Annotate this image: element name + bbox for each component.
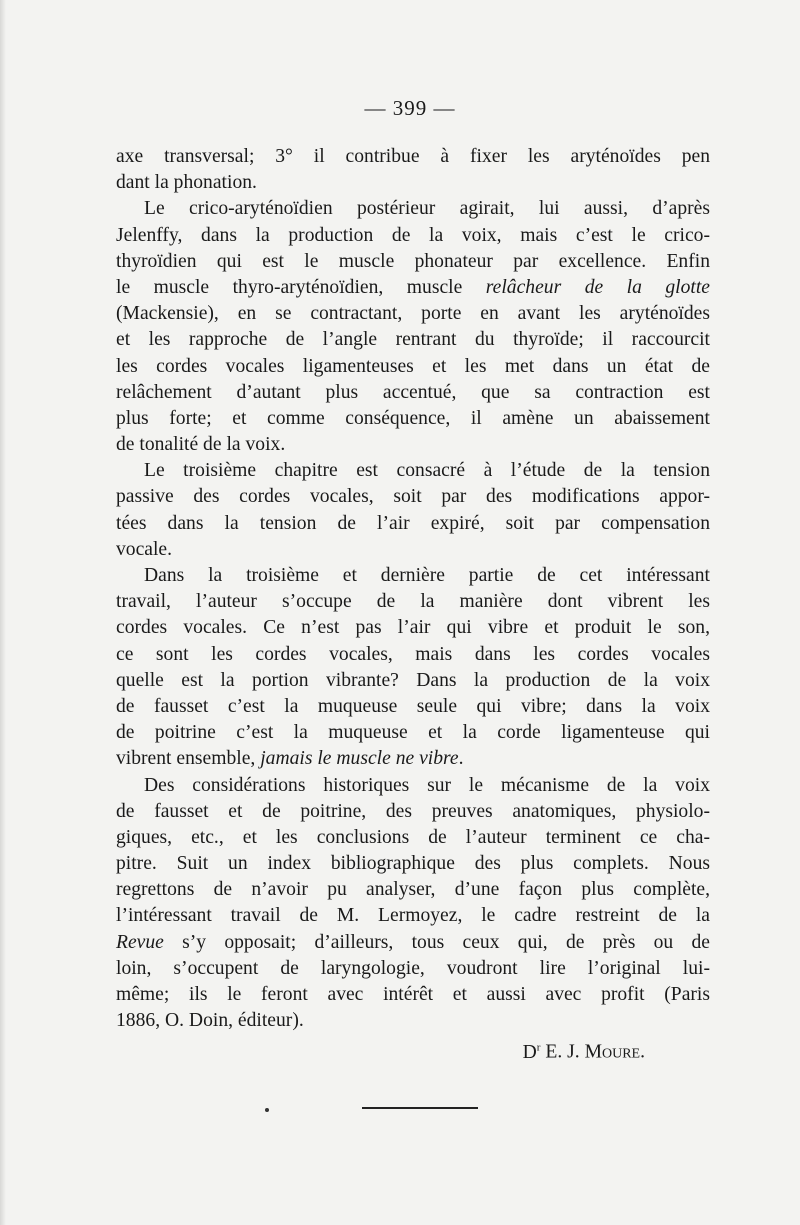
- text-segment: les cordes vocales ligamenteuses et les met dans un état de: [116, 355, 710, 377]
- page-number: — 399 —: [364, 96, 456, 120]
- text-segment: même; ils le feront avec intérêt et aussi avec profit (Paris: [116, 984, 710, 1005]
- text-line: [116, 511, 710, 537]
- paragraph: [116, 563, 710, 773]
- text-segment: et les rapproche de l’angle rentrant du thyroïde; il raccourcit: [116, 329, 710, 351]
- text-line: [116, 249, 710, 275]
- italic-text: relâcheur de la glotte: [485, 276, 710, 298]
- text-line: [116, 799, 710, 825]
- text-line: [116, 877, 710, 903]
- text-segment: travail, l’auteur s’occupe de la manière dont vibrent les: [116, 591, 710, 613]
- text-segment: regrettons de n’avoir pu analyser, d’une façon plus complète,: [116, 879, 710, 901]
- ink-dot: [265, 1108, 269, 1112]
- text-segment: de tonalité de la voix.: [116, 434, 286, 456]
- text-segment: de fausset c’est la muqueuse seule qui vibre; dans la voix: [116, 695, 710, 717]
- text-line: [116, 720, 710, 746]
- text-line: [116, 484, 710, 510]
- text-line: [116, 773, 710, 799]
- text-segment: de poitrine c’est la muqueuse et la corde ligamenteuse qui: [116, 722, 710, 744]
- text-segment: axe transversal; 3° il contribue à fixer les aryténoïdes pen: [116, 146, 710, 167]
- text-line: [116, 406, 710, 432]
- end-rule: [362, 1107, 478, 1109]
- text-line: [116, 301, 710, 327]
- text-line: [116, 458, 710, 484]
- text-line: [116, 563, 710, 589]
- text-line: [116, 589, 710, 615]
- text-line: [116, 432, 710, 458]
- text-line: [116, 825, 710, 851]
- text-segment: cordes vocales. Ce n’est pas l’air qui vibre et produit le son,: [116, 617, 710, 639]
- text-segment: 1886, O. Doin, éditeur).: [116, 1010, 304, 1032]
- text-segment: (Mackensie), en se contractant, porte en avant les aryténoïdes: [116, 303, 710, 325]
- italic-text: Revue: [116, 931, 164, 953]
- text-line: [116, 642, 710, 668]
- text-segment: l’intéressant travail de M. Lermoyez, le cadre restreint de la: [116, 905, 710, 927]
- text-line: [116, 275, 710, 301]
- text-line: [116, 380, 710, 406]
- text-line: [116, 615, 710, 641]
- italic-text: jamais le muscle ne vibre: [260, 748, 459, 770]
- text-segment: pitre. Suit un index bibliographique des plus complets. Nous: [116, 853, 710, 875]
- text-line: [116, 982, 710, 1008]
- text-segment: .: [458, 748, 464, 770]
- text-segment: relâchement d’autant plus accentué, que sa contraction est: [116, 381, 710, 403]
- signature-name: E. J. Moure.: [545, 1041, 645, 1063]
- paragraph: [116, 773, 710, 1035]
- text-segment: vibrent ensemble,: [116, 748, 261, 770]
- text-segment: ce sont les cordes vocales, mais dans les cordes vocales: [116, 643, 710, 665]
- text-line: [116, 746, 710, 772]
- text-line: [116, 903, 710, 929]
- text-segment: thyroïdien qui est le muscle phonateur par excellence. Enfin: [116, 250, 710, 272]
- text-segment: le muscle thyro-aryténoïdien, muscle: [116, 276, 486, 298]
- text-segment: Jelenffy, dans la production de la voix, mais c’est le crico-: [116, 224, 710, 246]
- text-segment: quelle est la portion vibrante? Dans la production de la voix: [116, 669, 710, 691]
- text-line: [116, 354, 710, 380]
- signature-title: $D^r$: [522, 1041, 541, 1063]
- text-line: [116, 170, 710, 196]
- text-segment: passive des cordes vocales, soit par des modifications appor-: [116, 486, 710, 508]
- text-line: [116, 668, 710, 694]
- text-segment: Dans la troisième et dernière partie de cet intéressant: [144, 565, 710, 586]
- paragraph: [116, 144, 710, 196]
- page-edge-shadow: [0, 0, 6, 1225]
- text-segment: Des considérations historiques sur le mécanisme de la voix: [144, 774, 710, 796]
- text-line: [116, 327, 710, 353]
- text-line: [116, 537, 710, 563]
- text-segment: de fausset et de poitrine, des preuves anatomiques, physiolo-: [116, 800, 710, 822]
- text-line: [116, 851, 710, 877]
- text-segment: giques, etc., et les conclusions de l’auteur terminent ce cha-: [116, 826, 710, 848]
- text-line: [116, 694, 710, 720]
- text-segment: tées dans la tension de l’air expiré, soit par compensation: [116, 512, 710, 534]
- text-line: [116, 930, 710, 956]
- text-segment: Le crico-aryténoïdien postérieur agirait, lui aussi, d’après: [144, 198, 710, 220]
- text-segment: s’y opposait; d’ailleurs, tous ceux qui, de près ou de: [163, 931, 710, 953]
- article-body: [116, 144, 710, 1061]
- text-line: [116, 1008, 710, 1034]
- text-segment: Le troisième chapitre est consacré à l’étude de la tension: [144, 460, 710, 482]
- text-line: [116, 196, 710, 222]
- text-segment: loin, s’occupent de laryngologie, voudront lire l’original lui-: [116, 957, 710, 979]
- text-segment: vocale.: [116, 538, 173, 560]
- text-segment: plus forte; et comme conséquence, il amène un abaissement: [116, 407, 710, 429]
- text-line: [116, 956, 710, 982]
- text-line: [116, 144, 710, 170]
- paragraph: [116, 196, 710, 458]
- paragraph: [116, 458, 710, 563]
- text-line: [116, 223, 710, 249]
- signature: [116, 1034, 710, 1063]
- text-segment: dant la phonation.: [116, 172, 257, 194]
